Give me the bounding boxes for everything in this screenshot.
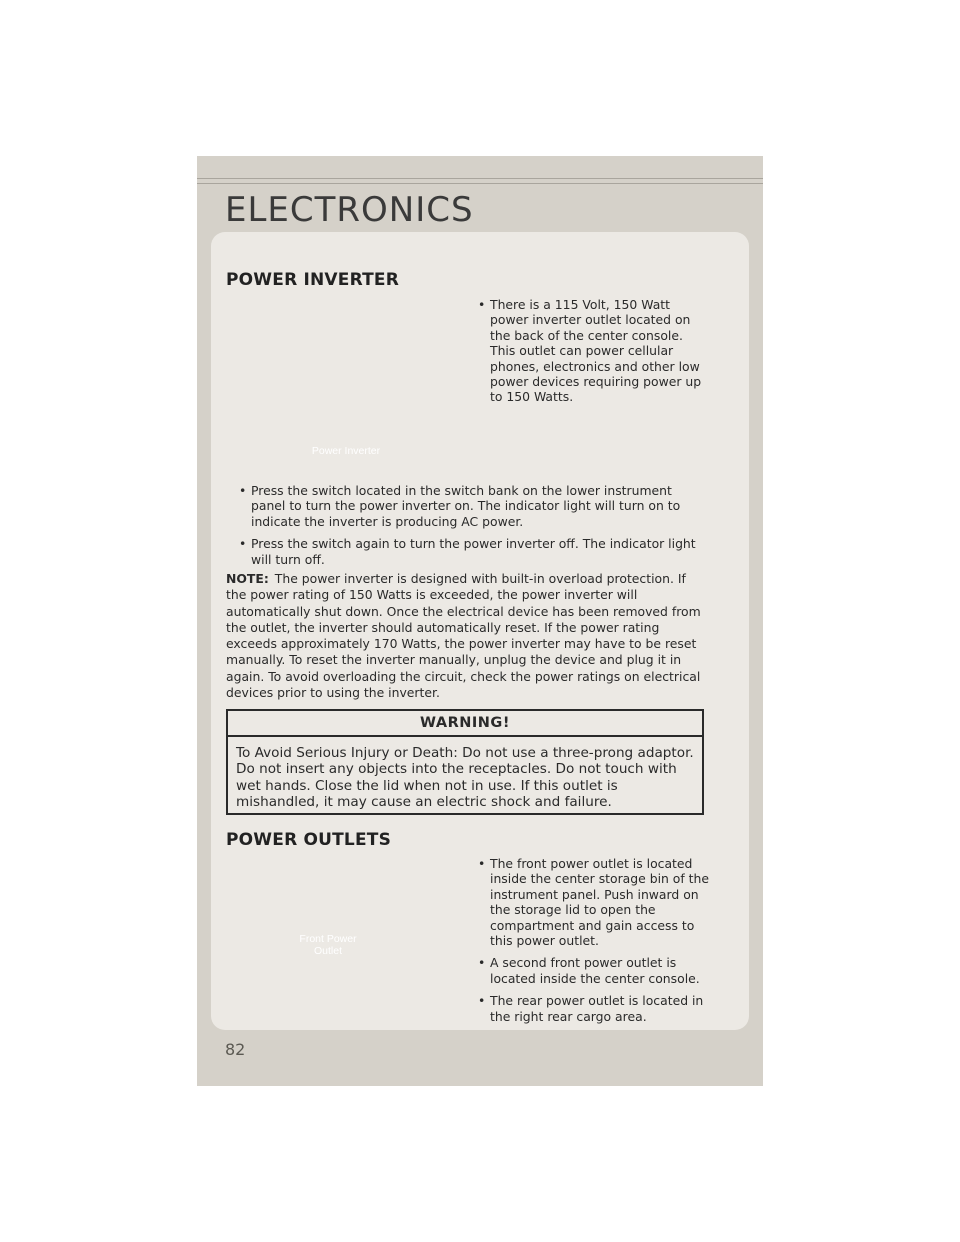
- caption-line: Front Power: [299, 933, 357, 945]
- bullet-glyph: •: [478, 993, 486, 1009]
- list-item: • There is a 115 Volt, 150 Watt power inverter outlet located on the back of the center console. This outlet can power cellular phones, electronics and other low power devices requiring power up to 150 Watts.: [478, 297, 702, 405]
- power-inverter-caption: Power Inverter: [311, 445, 381, 457]
- power-inverter-figure: [226, 298, 466, 460]
- warning-box: [226, 709, 704, 815]
- list-item: • Press the switch again to turn the power inverter off. The indicator light will turn off.: [239, 536, 696, 567]
- page-number: 82: [225, 1040, 246, 1059]
- power-outlets-caption: [268, 933, 388, 957]
- bullet-glyph: •: [478, 297, 486, 312]
- power-inverter-intro-list: [478, 297, 710, 412]
- bullet-glyph: •: [239, 536, 247, 552]
- list-item: • Press the switch located in the switch bank on the lower instrument panel to turn the power inverter on. The indicator light will turn on to indicate the inverter is producing AC power.: [239, 483, 681, 529]
- power-outlets-figure: [226, 858, 466, 1018]
- note-label: NOTE:: [226, 571, 269, 586]
- power-outlets-list: [478, 856, 710, 1031]
- power-outlets-title: POWER OUTLETS: [226, 830, 392, 850]
- list-item: • A second front power outlet is located inside the center console.: [478, 955, 700, 986]
- bullet-glyph: •: [478, 955, 486, 971]
- note-paragraph: [226, 571, 706, 701]
- header-rule: [197, 183, 763, 184]
- warning-text: To Avoid Serious Injury or Death: Do not use a three-prong adaptor. Do not insert any objects into the receptacles. Do not touch with wet hands. Close the lid when not in use. If this outlet is mishandled, it may cause an electric shock and failure.: [236, 745, 694, 810]
- bullet-glyph: •: [478, 856, 486, 871]
- note-text: The power inverter is designed with built-in overload protection. If the power rating of 150 Watts is exceeded, the power inverter will automatically shut down. Once the electrical device has been removed from the outlet, the inverter should automatically reset. If the power rating exceeds approximately 170 Watts, the power inverter may have to be reset manually. To reset the inverter manually, unplug the device and plug it in again. To avoid overloading the circuit, check the power ratings on electrical devices prior to using the inverter.: [226, 571, 701, 701]
- power-inverter-title: POWER INVERTER: [226, 270, 400, 290]
- power-inverter-steps-list: [239, 483, 705, 574]
- warning-title: WARNING!: [228, 711, 702, 737]
- caption-line: Outlet: [313, 945, 342, 957]
- header-rule: [197, 178, 763, 179]
- list-item: • The front power outlet is located inside the center storage bin of the instrument panel. Push inward on the storage lid to open the compartment and gain access to this power outlet.: [478, 856, 710, 949]
- section-header: ELECTRONICS: [225, 190, 474, 230]
- bullet-glyph: •: [239, 483, 247, 498]
- list-item: • The rear power outlet is located in the right rear cargo area.: [478, 993, 704, 1024]
